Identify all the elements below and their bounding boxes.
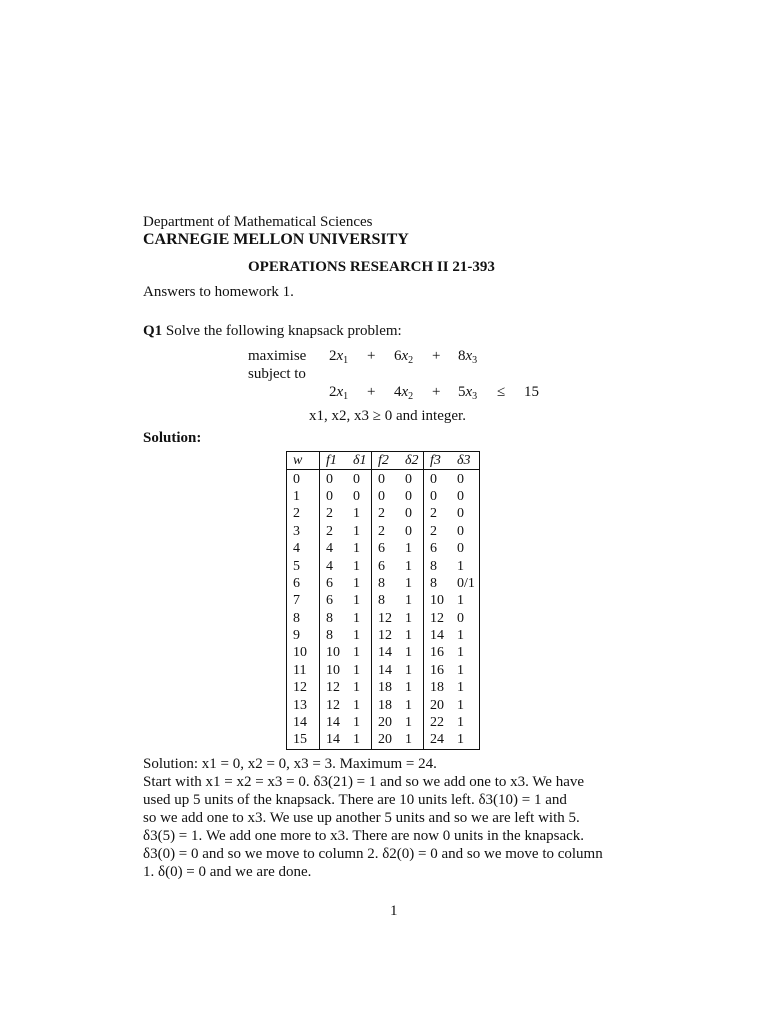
course-title: OPERATIONS RESEARCH II 21-393: [248, 259, 495, 275]
table-row: [287, 488, 480, 505]
cell-delta2: 1: [399, 714, 424, 731]
solution-explanation: [143, 755, 648, 881]
cell-delta2: 0: [399, 470, 424, 488]
cell-delta2: 0: [399, 488, 424, 505]
cell-delta1: 1: [347, 662, 372, 679]
cell-delta3: 0: [451, 610, 480, 627]
cell-f1: 8: [326, 628, 333, 644]
cell-f3: 12: [430, 610, 444, 626]
cell-delta2: 0: [399, 523, 424, 540]
explanation-line: used up 5 units of the knapsack. There are 10 units left. δ3(10) = 1 and: [143, 792, 567, 808]
explanation-line: so we add one to x3. We use up another 5 units and so we are left with 5.: [143, 810, 580, 826]
objective-term-1: $2x_1$: [329, 348, 349, 366]
cell-w: 8: [287, 610, 320, 627]
cell-f1: 12: [326, 680, 340, 696]
cell-delta1: 1: [347, 627, 372, 644]
cell-w: 12: [287, 679, 320, 696]
cell-f2: 14: [378, 645, 392, 661]
cell-delta3: 1: [451, 557, 480, 574]
plus-sign: +: [432, 384, 441, 400]
table-row: [287, 696, 480, 713]
header-f3: f3: [424, 452, 452, 470]
cell-f3: 8: [430, 558, 437, 574]
constraint-term-2: $4x_2$: [394, 384, 414, 402]
constraint-rhs: 15: [524, 384, 539, 400]
cell-delta2: 1: [399, 696, 424, 713]
cell-w: 6: [287, 575, 320, 592]
table-row: [287, 557, 480, 574]
header-delta1: δ1: [347, 452, 372, 470]
page-number: 1: [390, 903, 398, 919]
cell-delta1: 1: [347, 714, 372, 731]
header-delta2: δ2: [399, 452, 424, 470]
cell-delta2: 1: [399, 679, 424, 696]
cell-delta1: 1: [347, 610, 372, 627]
cell-delta3: 0: [451, 540, 480, 557]
cell-f3: 2: [430, 506, 437, 522]
cell-delta3: 0: [451, 470, 480, 488]
table-row: [287, 470, 480, 488]
cell-f1: 0: [326, 488, 333, 504]
header-f2: f2: [372, 452, 400, 470]
cell-w: 4: [287, 540, 320, 557]
cell-delta3: 1: [451, 627, 480, 644]
constraint-term-3: $5x_3$: [458, 384, 478, 402]
cell-delta3: 1: [451, 592, 480, 609]
cell-f3: 10: [430, 593, 444, 609]
cell-f1: 14: [326, 715, 340, 731]
cell-f3: 2: [430, 523, 437, 539]
cell-f3: 22: [430, 715, 444, 731]
cell-f2: 8: [378, 593, 385, 609]
cell-f3: 24: [424, 731, 452, 749]
cell-f2: 0: [378, 488, 385, 504]
cell-f1: 4: [326, 541, 333, 557]
plus-sign: +: [367, 384, 376, 400]
table-row: [287, 627, 480, 644]
cell-f3: 20: [430, 697, 444, 713]
cell-delta2: 1: [399, 610, 424, 627]
department-name: Department of Mathematical Sciences: [143, 214, 373, 230]
table-row: [287, 610, 480, 627]
cell-delta2: 0: [399, 505, 424, 522]
explanation-line: Solution: x1 = 0, x2 = 0, x3 = 3. Maximum = 24.: [143, 756, 437, 772]
cell-delta3: 0: [451, 523, 480, 540]
cell-w: 15: [287, 731, 320, 749]
cell-delta1: 1: [347, 731, 372, 749]
table-row: [287, 731, 480, 749]
explanation-line: δ3(5) = 1. We add one more to x3. There are now 0 units in the knapsack.: [143, 828, 585, 844]
cell-f1: 8: [326, 610, 333, 626]
cell-f3: 0: [430, 471, 437, 487]
cell-f1: 14: [320, 731, 348, 749]
dp-table: [286, 451, 480, 750]
table-row: [287, 662, 480, 679]
cell-w: 14: [287, 714, 320, 731]
cell-delta1: 0: [347, 470, 372, 488]
cell-f3: 14: [430, 628, 444, 644]
cell-delta3: 0: [451, 488, 480, 505]
cell-delta3: 0/1: [451, 575, 480, 592]
solution-heading: Solution:: [143, 430, 202, 446]
table-row: [287, 523, 480, 540]
cell-f1: 2: [326, 506, 333, 522]
question: [143, 322, 402, 340]
cell-f2: 20: [372, 731, 400, 749]
table-row: [287, 592, 480, 609]
cell-delta1: 1: [347, 644, 372, 661]
constraint-term-1: $2x_1$: [329, 384, 349, 402]
cell-delta2: 1: [399, 557, 424, 574]
cell-delta1: 1: [347, 696, 372, 713]
cell-w: 9: [287, 627, 320, 644]
subject-to-keyword: subject to: [248, 366, 306, 382]
cell-f1: 10: [326, 645, 340, 661]
cell-delta1: 1: [347, 592, 372, 609]
cell-f1: 2: [326, 523, 333, 539]
cell-delta1: 1: [347, 575, 372, 592]
university-name: CARNEGIE MELLON UNIVERSITY: [143, 231, 409, 248]
cell-delta3: 1: [451, 714, 480, 731]
cell-f1: 6: [326, 575, 333, 591]
cell-f2: 6: [378, 558, 385, 574]
cell-delta2: 1: [399, 644, 424, 661]
cell-f2: 0: [378, 471, 385, 487]
header-f1: f1: [320, 452, 348, 470]
cell-f2: 2: [378, 523, 385, 539]
cell-delta2: 1: [399, 592, 424, 609]
cell-f2: 6: [378, 541, 385, 557]
cell-delta3: 1: [451, 662, 480, 679]
cell-f3: 16: [430, 662, 444, 678]
cell-f2: 14: [378, 662, 392, 678]
question-text: Solve the following knapsack problem:: [165, 323, 402, 339]
objective-term-2: $6x_2$: [394, 348, 414, 366]
cell-delta3: 1: [451, 696, 480, 713]
cell-w: 0: [287, 470, 320, 488]
cell-f1: 10: [326, 662, 340, 678]
cell-delta1: 1: [347, 557, 372, 574]
cell-w: 1: [287, 488, 320, 505]
cell-f2: 18: [378, 697, 392, 713]
cell-f3: 16: [430, 645, 444, 661]
table-row: [287, 679, 480, 696]
cell-delta3: 0: [451, 505, 480, 522]
cell-f1: 6: [326, 593, 333, 609]
cell-f3: 8: [430, 575, 437, 591]
table-row: [287, 540, 480, 557]
cell-delta2: 1: [399, 540, 424, 557]
cell-w: 10: [287, 644, 320, 661]
cell-w: 2: [287, 505, 320, 522]
cell-w: 13: [287, 696, 320, 713]
cell-delta2: 1: [399, 575, 424, 592]
cell-f3: 0: [430, 488, 437, 504]
table-row: [287, 714, 480, 731]
question-label: Q1: [143, 323, 163, 339]
cell-delta2: 1: [399, 627, 424, 644]
cell-delta1: 1: [347, 523, 372, 540]
cell-delta1: 0: [347, 488, 372, 505]
cell-f3: 6: [430, 541, 437, 557]
objective-term-3: $8x_3$: [458, 348, 478, 366]
cell-delta2: 1: [399, 662, 424, 679]
cell-f1: 12: [326, 697, 340, 713]
cell-delta1: 1: [347, 505, 372, 522]
cell-delta3: 1: [451, 731, 480, 749]
cell-delta1: 1: [347, 540, 372, 557]
header-w: w: [287, 452, 320, 470]
nonnegativity-constraint: x1, x2, x3 ≥ 0 and integer.: [309, 408, 466, 424]
cell-f2: 12: [378, 628, 392, 644]
cell-f2: 12: [378, 610, 392, 626]
intro-text: Answers to homework 1.: [143, 284, 294, 300]
cell-delta3: 1: [451, 644, 480, 661]
table-row: [287, 575, 480, 592]
cell-f2: 8: [378, 575, 385, 591]
plus-sign: +: [367, 348, 376, 364]
cell-w: 11: [287, 662, 320, 679]
cell-delta2: 1: [399, 731, 424, 749]
cell-w: 3: [287, 523, 320, 540]
cell-f2: 18: [378, 680, 392, 696]
cell-f1: 4: [326, 558, 333, 574]
explanation-line: 1. δ(0) = 0 and we are done.: [143, 864, 312, 880]
cell-w: 5: [287, 557, 320, 574]
table-row: [287, 644, 480, 661]
table-header-row: [287, 452, 480, 470]
cell-delta3: 1: [451, 679, 480, 696]
leq-sign: ≤: [497, 384, 506, 400]
maximise-keyword: maximise: [248, 348, 307, 364]
explanation-line: Start with x1 = x2 = x3 = 0. δ3(21) = 1 and so we add one to x3. We have: [143, 774, 585, 790]
header-delta3: δ3: [451, 452, 480, 470]
cell-w: 7: [287, 592, 320, 609]
plus-sign: +: [432, 348, 441, 364]
table-row: [287, 505, 480, 522]
cell-delta1: 1: [347, 679, 372, 696]
cell-f2: 2: [378, 506, 385, 522]
explanation-line: δ3(0) = 0 and so we move to column 2. δ2(0) = 0 and so we move to column: [143, 846, 603, 862]
cell-f3: 18: [430, 680, 444, 696]
cell-f2: 20: [378, 715, 392, 731]
cell-f1: 0: [326, 471, 333, 487]
